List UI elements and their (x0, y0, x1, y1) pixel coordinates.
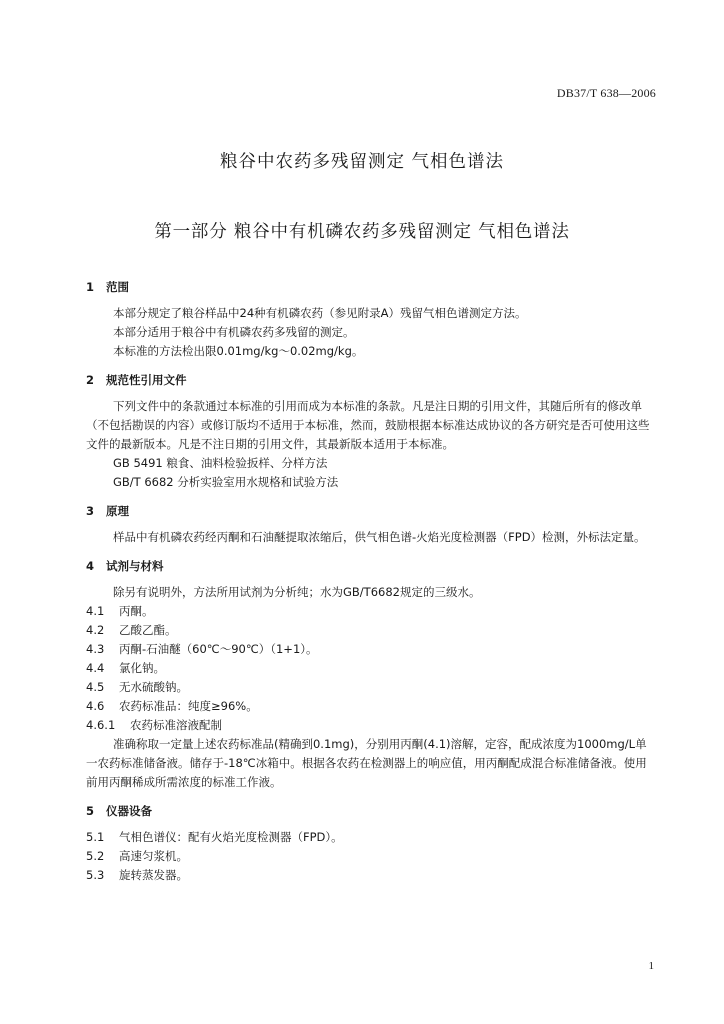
item-number: 4.2 (86, 623, 105, 637)
paragraph: 本部分规定了粮谷样品中24种有机磷农药（参见附录A）残留气相色谱测定方法。 (113, 306, 527, 320)
section-title: 规范性引用文件 (106, 373, 187, 387)
item-number: 4.4 (86, 661, 105, 675)
page-number: 1 (648, 960, 654, 972)
reference-list (86, 454, 658, 492)
section-number: 1 (86, 280, 95, 294)
item-number: 4.6.1 (86, 718, 116, 732)
list-item (86, 866, 658, 885)
list-item (86, 659, 658, 678)
item-number: 5.1 (86, 830, 105, 844)
section-number: 3 (86, 504, 95, 518)
reference-item: GB/T 6682 分析实验室用水规格和试验方法 (113, 475, 339, 489)
list-item (86, 847, 658, 866)
paragraph: 除另有说明外，方法所用试剂为分析纯；水为GB/T6682规定的三级水。 (113, 585, 481, 599)
section-title: 范围 (106, 280, 129, 294)
standard-code: DB37/T 638—2006 (556, 86, 656, 100)
item-number: 4.3 (86, 642, 105, 656)
list-item (86, 602, 658, 621)
item-text: 旋转蒸发器。 (119, 868, 188, 882)
section-heading-4 (86, 557, 658, 575)
item-text: 氯化钠。 (119, 661, 165, 675)
section-title: 试剂与材料 (106, 559, 164, 573)
paragraph: 本部分适用于粮谷中有机磷农药多残留的测定。 (113, 325, 355, 339)
item-text: 农药标准品：纯度≥96%。 (119, 699, 258, 713)
section-number: 2 (86, 373, 95, 387)
document-body (86, 278, 658, 885)
list-item (86, 678, 658, 697)
item-number: 5.3 (86, 868, 105, 882)
item-text: 气相色谱仪：配有火焰光度检测器（FPD）。 (119, 830, 343, 844)
section-number: 4 (86, 559, 95, 573)
document-subtitle: 第一部分 粮谷中有机磷农药多残留测定 气相色谱法 (154, 222, 570, 242)
item-text: 丙酮。 (119, 604, 154, 618)
list-item (86, 640, 658, 659)
section-title: 仪器设备 (106, 804, 152, 818)
list-item (86, 828, 658, 847)
section-heading-3 (86, 502, 658, 520)
section-1-body (86, 304, 658, 361)
sub-item-heading (86, 716, 658, 735)
section-heading-2 (86, 371, 658, 389)
reference-item: GB 5491 粮食、油料检验扳样、分样方法 (113, 456, 328, 470)
paragraph: 准确称取一定量上述农药标准品(精确到0.1mg)，分别用丙酮(4.1)溶解，定容，配成浓度为1000mg/L单一农药标准储备液。储存于-18℃冰箱中。根据各农药在检测器上的响应值，用丙酮配成混合标准储备液。使用前用丙酮稀成所需浓度的标准工作液。 (86, 737, 647, 789)
item-number: 4.6 (86, 699, 105, 713)
item-number: 4.1 (86, 604, 105, 618)
list-item (86, 621, 658, 640)
item-text: 农药标准溶液配制 (130, 718, 222, 732)
document-title: 粮谷中农药多残留测定 气相色谱法 (219, 152, 505, 172)
item-text: 高速匀浆机。 (119, 849, 188, 863)
section-title: 原理 (106, 504, 129, 518)
item-text: 丙酮-石油醚（60℃～90℃）（1+1）。 (119, 642, 318, 656)
section-heading-1 (86, 278, 658, 296)
list-item (86, 697, 658, 716)
item-number: 4.5 (86, 680, 105, 694)
paragraph: 下列文件中的条款通过本标准的引用而成为本标准的条款。凡是注日期的引用文件，其随后所有的修改单（不包括勘误的内容）或修订版均不适用于本标准，然而，鼓励根据本标准达成协议的各方研究是否可使用这些文件的最新版本。凡是不注日期的引用文件，其最新版本适用于本标准。 (86, 399, 650, 451)
section-number: 5 (86, 804, 95, 818)
item-number: 5.2 (86, 849, 105, 863)
item-text: 乙酸乙酯。 (119, 623, 177, 637)
paragraph: 本标准的方法检出限0.01mg/kg～0.02mg/kg。 (113, 344, 364, 358)
paragraph: 样品中有机磷农药经丙酮和石油醚提取浓缩后，供气相色谱-火焰光度检测器（FPD）检测，外标法定量。 (113, 530, 646, 544)
item-text: 无水硫酸钠。 (119, 680, 188, 694)
section-heading-5 (86, 802, 658, 820)
